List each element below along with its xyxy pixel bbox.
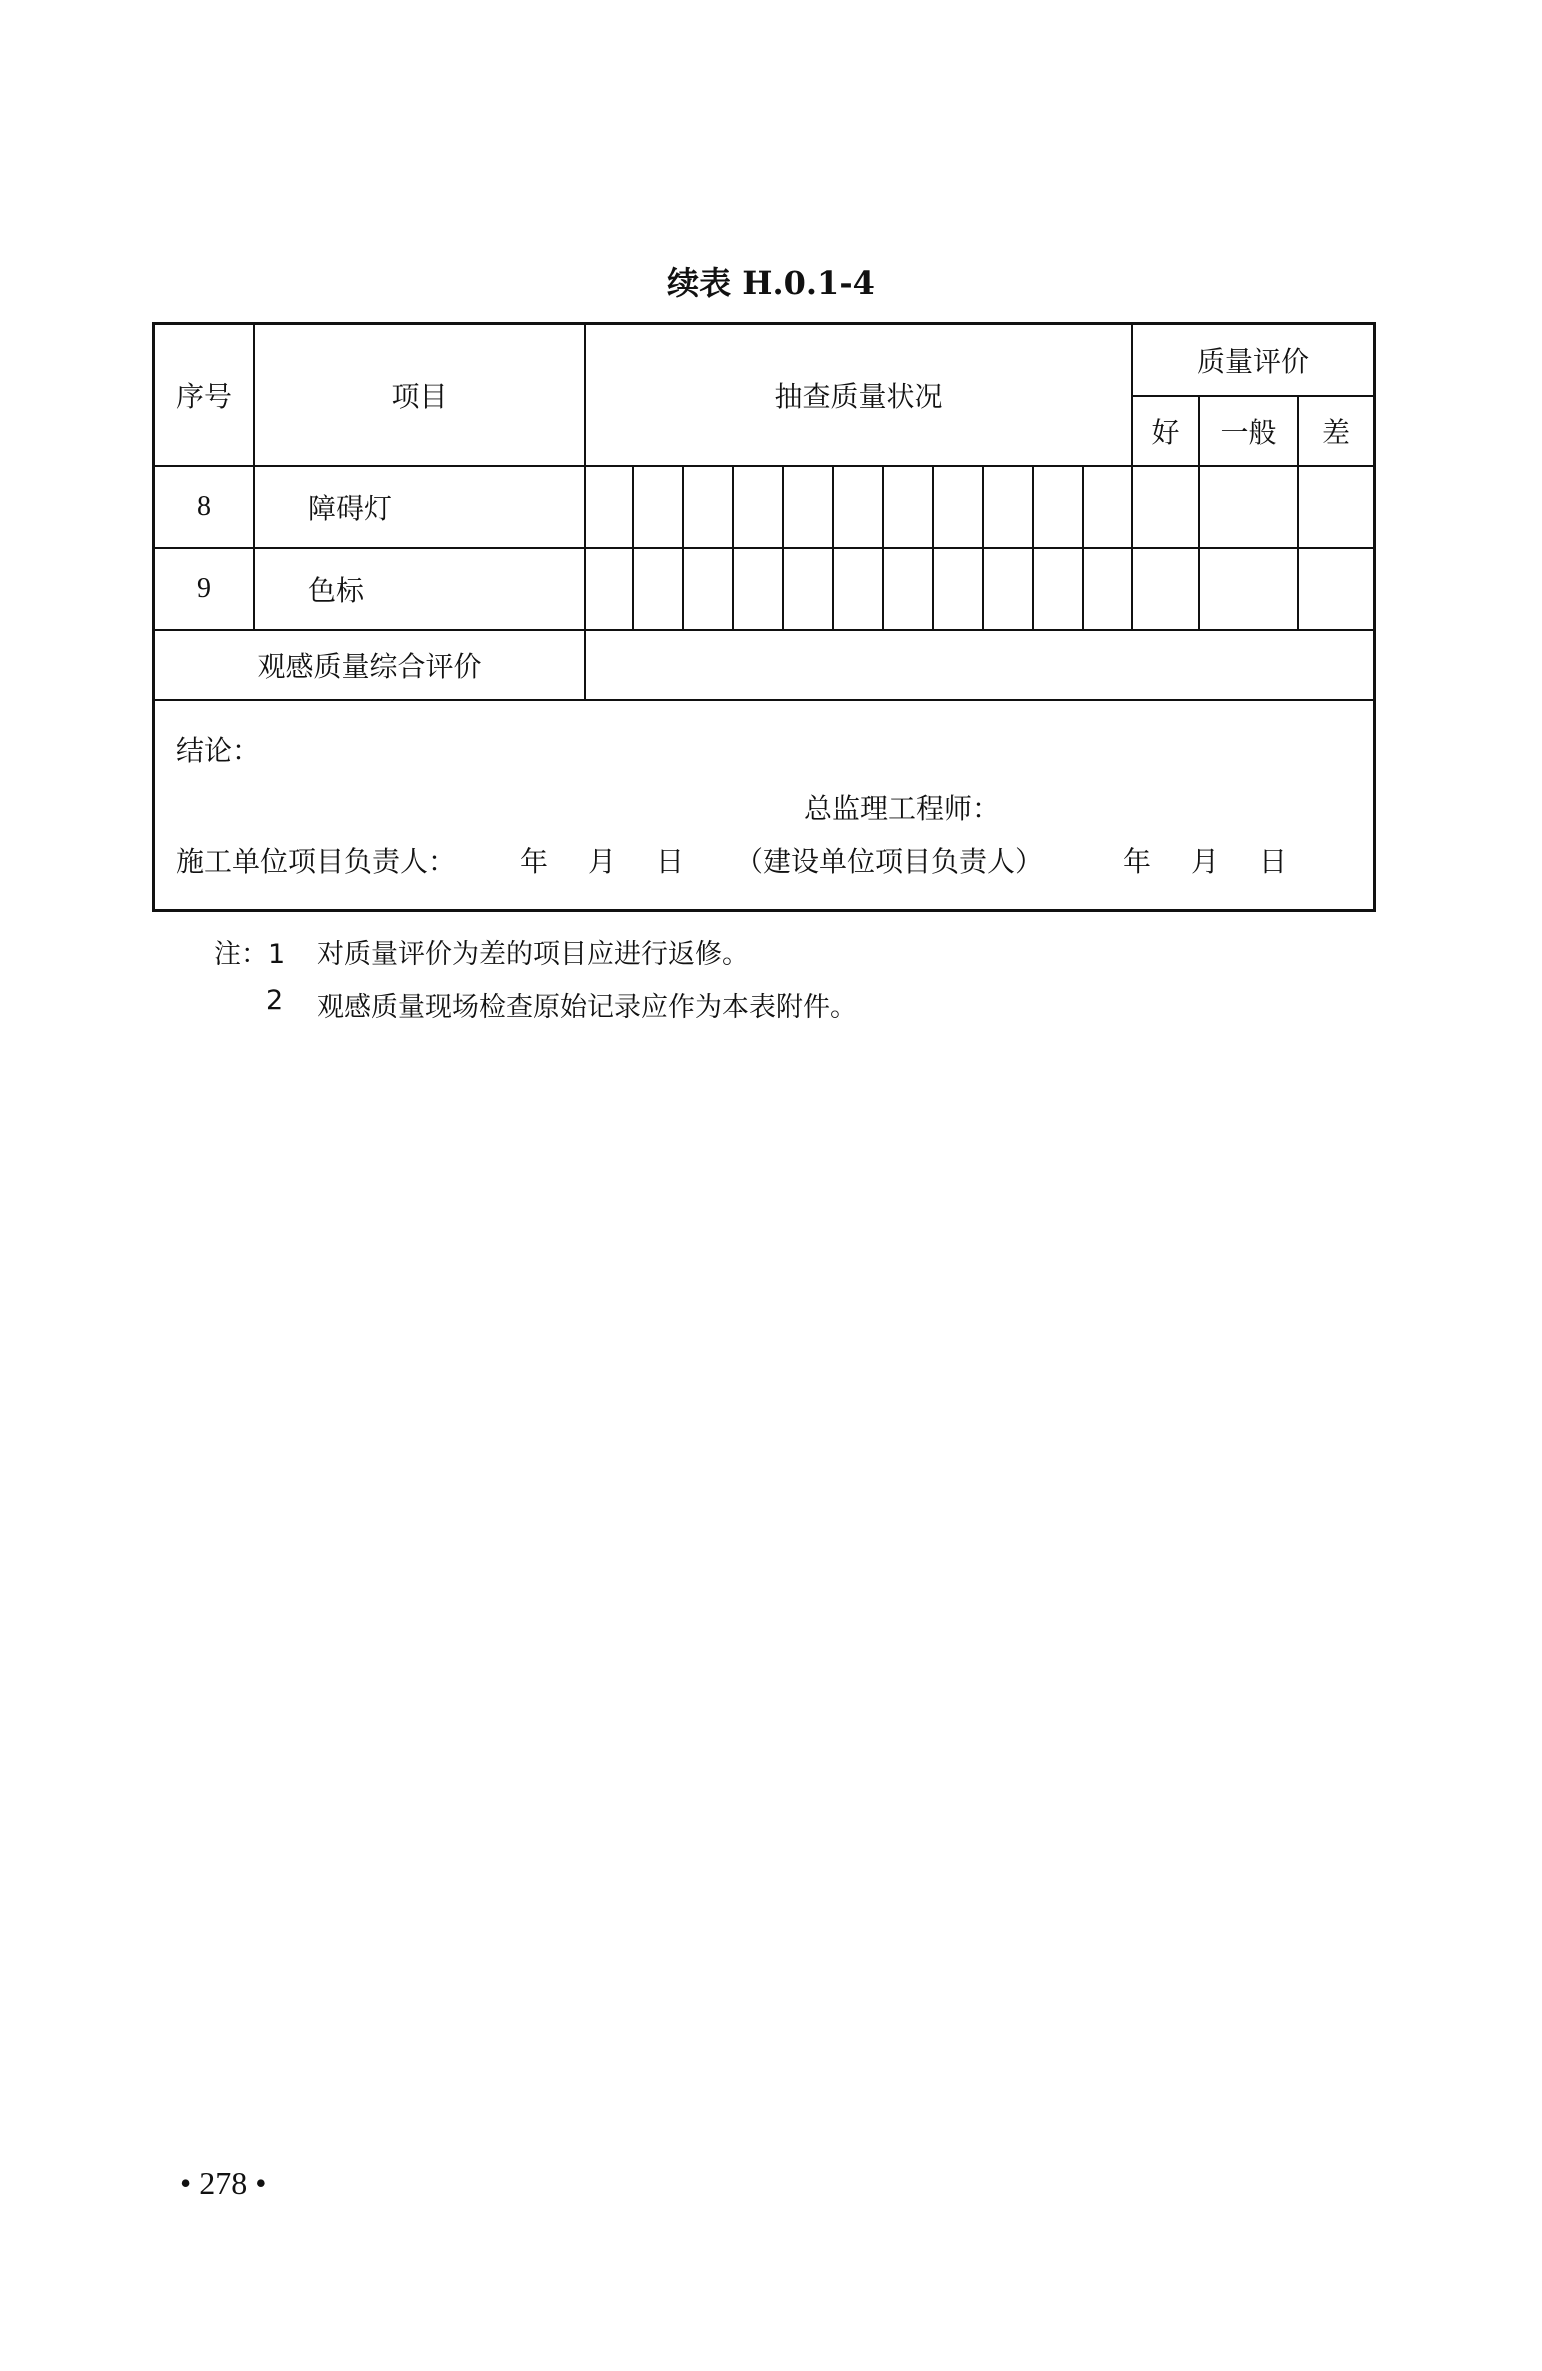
- inspection-cell-line: [982, 465, 984, 631]
- inspection-cell-line: [1032, 465, 1034, 631]
- inspection-cell-line: [632, 465, 634, 631]
- row8-item: 障碍灯: [308, 492, 393, 525]
- inspection-cell-line: [932, 465, 934, 631]
- header-quality-poor: 差: [1321, 416, 1350, 449]
- owner-date: 年 月 日: [1123, 845, 1294, 878]
- page-number: • 278 •: [180, 2165, 267, 2201]
- conclusion-label: 结论：: [176, 734, 261, 767]
- header-quality: 质量评价: [1196, 345, 1309, 378]
- row9-seq: 9: [197, 573, 211, 604]
- owner-label: （建设单位项目负责人）: [735, 845, 1044, 878]
- inspection-cell-line: [732, 465, 734, 631]
- contractor-date: 年 月 日: [520, 845, 691, 878]
- header-item: 项目: [391, 380, 448, 413]
- header-inspection: 抽查质量状况: [774, 380, 943, 413]
- inspection-cell-line: [832, 465, 834, 631]
- table-title: 续表 H.0.1-4: [667, 264, 875, 302]
- row9-item: 色标: [308, 574, 365, 607]
- inspection-cell-line: [882, 465, 884, 631]
- note-1-text: 对质量评价为差的项目应进行返修。: [317, 939, 749, 970]
- row8-seq: 8: [197, 491, 211, 522]
- note-2-prefix: 2: [266, 985, 284, 1016]
- note-1-prefix: 注：1: [214, 939, 286, 970]
- contractor-label: 施工单位项目负责人：: [176, 845, 457, 878]
- inspection-cell-line: [782, 465, 784, 631]
- header-seq: 序号: [175, 380, 232, 413]
- header-quality-fair: 一般: [1220, 416, 1277, 449]
- inspection-cell-line: [1082, 465, 1084, 631]
- quality-table: [152, 322, 1376, 912]
- overall-label: 观感质量综合评价: [257, 650, 482, 683]
- chief-supervisor-label: 总监理工程师：: [804, 792, 1001, 825]
- header-quality-good: 好: [1151, 416, 1180, 449]
- overall-bottom-line: [155, 699, 1373, 701]
- note-2-text: 观感质量现场检查原始记录应作为本表附件。: [317, 992, 857, 1023]
- inspection-cell-line: [682, 465, 684, 631]
